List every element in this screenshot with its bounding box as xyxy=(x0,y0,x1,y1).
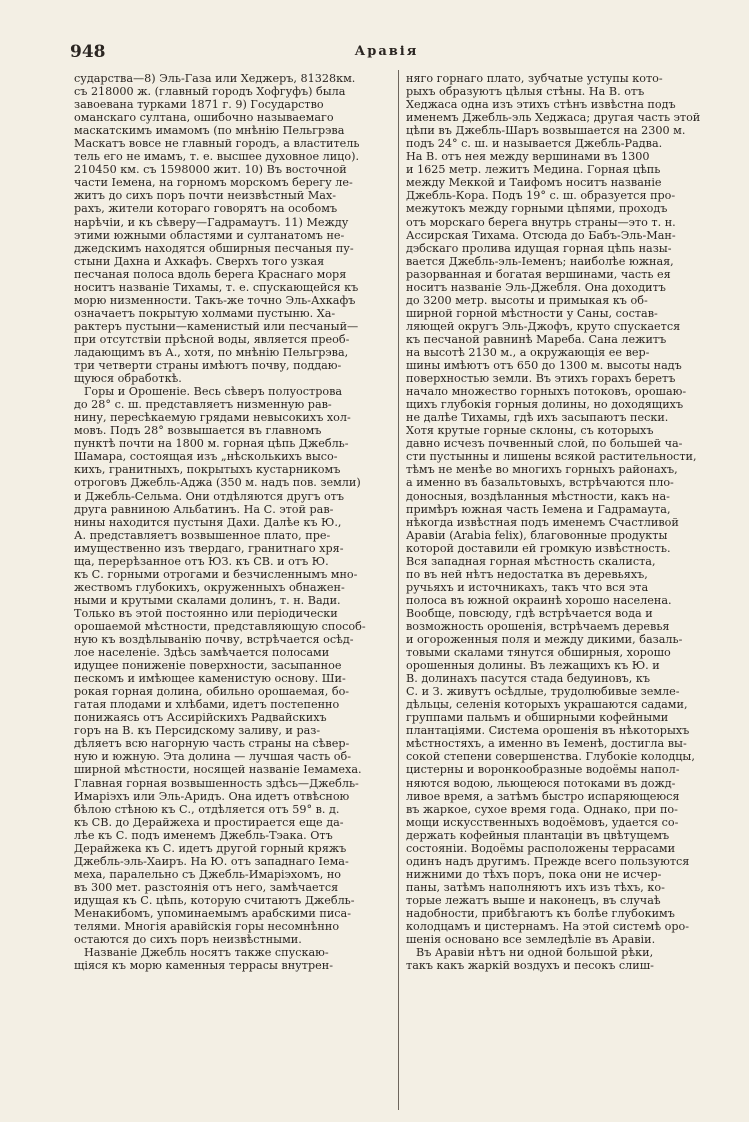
text-line: поверхностью земли. Въ этихъ горахъ беретъ xyxy=(406,372,676,386)
text-line: въ жаркое, сухое время года. Однако, при по- xyxy=(406,802,678,816)
text-line: сударства—8) Эль-Газа или Хеджеръ, 81328км. xyxy=(74,72,356,85)
text-line: ладающимъ въ А., хотя, по мнѣнію Пельгрэва, xyxy=(74,345,349,359)
text-line: рахъ, жители котораго говорятъ на особомъ xyxy=(74,202,338,216)
text-line: въ 300 мет. разстоянія отъ него, замѣчается xyxy=(74,880,339,894)
text-line: сокой степени совершенства. Глубокіе колодцы, xyxy=(406,750,695,764)
text-line: нарѣчіи, и къ сѣверу—Гадрамаутъ. 11) Между xyxy=(74,215,349,229)
text-line: именемъ Джебль-эль Хеджаса; другая часть этой xyxy=(406,111,701,125)
text-line: Хотя крутые горные склоны, съ которыхъ xyxy=(406,424,654,438)
text-line: состояніи. Водоёмы расположены террасами xyxy=(406,841,676,855)
text-line: имущественно изъ твердаго, гранитнаго хря- xyxy=(74,541,344,555)
text-line: три четверти страны имѣютъ почву, поддаю- xyxy=(74,359,342,373)
text-line: тѣмъ не менѣе во многихъ горныхъ районахъ, xyxy=(406,463,678,477)
text-line: давно исчезъ почвенный слой, по большей ча- xyxy=(406,437,683,451)
text-line: Вообще, повсюду, гдѣ встрѣчается вода и xyxy=(406,606,653,620)
text-line: Менакибомъ, упоминаемымъ арабскими писа- xyxy=(74,907,352,920)
text-line: Въ Аравіи нѣтъ ни одной большой рѣки, xyxy=(416,946,654,960)
text-line: няются водою, льющеюся потоками въ дожд- xyxy=(406,776,676,790)
text-line: А. представляетъ возвышенное плато, пре- xyxy=(74,528,331,542)
text-line: Аравіи (Arabia felix), благовонные продукты xyxy=(406,528,668,542)
text-line: при отсутствіи прѣсной воды, является преоб- xyxy=(74,332,350,346)
text-line: къ СВ. до Дерайжеха и простирается еще да- xyxy=(74,815,344,829)
text-line: Горы и Орошеніе. Весь сѣверъ полуострова xyxy=(84,385,343,399)
text-line: надобности, прибѣгаютъ къ болѣе глубокимъ xyxy=(406,907,675,920)
text-line: нину, пересѣкаемую грядами невысокихъ хол- xyxy=(74,411,351,425)
text-line: и 1625 метр. лежитъ Медина. Горная цѣпь xyxy=(406,163,661,177)
text-line: лѣе къ С. подъ именемъ Джебль-Тэака. Отъ xyxy=(74,828,333,842)
text-line: не далѣе Тихамы, гдѣ ихъ засыпаютъ пески. xyxy=(406,411,669,425)
text-line: между Меккой и Таифомъ носитъ названіе xyxy=(406,176,662,190)
text-line: ширной мѣстности, носящей названіе Іемамеха. xyxy=(74,763,362,777)
text-line: идущая къ С. цѣпь, которую считаютъ Джебль- xyxy=(74,893,355,907)
text-line: торые лежатъ выше и наконецъ, въ случаѣ xyxy=(406,893,661,907)
text-line: гатая плодами и хлѣбами, идетъ постепенно xyxy=(74,698,340,712)
text-line: носитъ названіе Тихамы, т. е. спускающейся къ xyxy=(74,280,359,294)
text-line: Хеджаса одна изъ этихъ стѣнъ извѣстна подъ xyxy=(406,98,676,112)
text-line: этими южными областями и султанатомъ не- xyxy=(74,228,345,242)
text-line: рокая горная долина, обильно орошаемая, бо- xyxy=(74,685,350,699)
text-line: дѣляетъ всю нагорную часть страны на сѣвер- xyxy=(74,737,350,751)
text-line: отъ морскаго берега внутрь страны—это т. н. xyxy=(406,215,676,229)
text-line: 210450 км. съ 1598000 жит. 10) Въ восточной xyxy=(74,163,347,177)
text-line: мовъ. Подъ 28° возвышается въ главномъ xyxy=(74,424,322,438)
text-line: С. и З. живутъ осѣдлые, трудолюбивые земле- xyxy=(406,685,680,699)
text-line: и огороженныя поля и между дикими, базаль- xyxy=(406,633,683,647)
text-line: оманскаго султана, ошибочно называемаго xyxy=(74,111,334,125)
text-line: ными и крутыми скалами долинъ, т. н. Вади. xyxy=(74,593,341,607)
text-line: ща, перерѣзанное отъ ЮЗ. къ СВ. и отъ Ю. xyxy=(74,554,329,568)
text-line: группами пальмъ и обширными кофейными xyxy=(406,711,669,725)
text-line: меха, паралельно съ Джебль-Имаріэхомъ, но xyxy=(74,867,342,881)
right-column xyxy=(406,72,706,1112)
text-line: орошенныя долины. Въ лежащихъ къ Ю. и xyxy=(406,659,660,673)
text-line: Имаріэхъ или Эль-Аридъ. Она идетъ отвѣсною xyxy=(74,789,350,803)
text-line: Ассирская Тихама. Отсюда до Бабъ-Эль-Ман- xyxy=(406,228,676,242)
text-line: паны, затѣмъ наполняютъ ихъ изъ тѣхъ, ко- xyxy=(406,880,665,894)
text-line: цѣпи въ Джебль-Шаръ возвышается на 2300 м. xyxy=(406,124,686,138)
text-line: Шамара, состоящая изъ „нѣсколькихъ высо- xyxy=(74,450,338,464)
text-line: ную къ воздѣлыванію почву, встрѣчается осѣд- xyxy=(74,633,354,647)
text-line: на высотѣ 2130 м., а окружающія ее вер- xyxy=(406,345,650,359)
text-line: ляющей округъ Эль-Джофъ, круто спускается xyxy=(406,319,681,333)
text-line: къ С. горными отрогами и безчисленнымъ мно- xyxy=(74,567,358,581)
text-line: житъ до сихъ поръ почти неизвѣстный Мах- xyxy=(74,189,337,203)
text-line: шины имѣютъ отъ 650 до 1300 м. высоты надъ xyxy=(406,359,682,373)
text-line: товыми скалами тянутся обширныя, хорошо xyxy=(406,646,671,660)
text-line: телями. Многія аравійскія горы несомнѣнно xyxy=(74,920,340,934)
text-line: лое населеніе. Здѣсь замѣчается полосами xyxy=(74,646,330,660)
text-line: Названіе Джебль носятъ также спускаю- xyxy=(84,946,329,960)
text-line: идущее пониженіе поверхности, засыпанное xyxy=(74,659,342,673)
text-line: одинъ надъ другимъ. Прежде всего пользуются xyxy=(406,854,690,868)
text-line: держать кофейныя плантаціи въ цвѣтущемъ xyxy=(406,828,670,842)
text-line: полоса въ южной окраинѣ хорошо населена. xyxy=(406,593,672,607)
running-title: Аравія xyxy=(354,44,419,59)
text-line: нины находится пустыня Дахи. Далѣе къ Ю., xyxy=(74,515,342,529)
text-line: носитъ названіе Эль-Джебля. Она доходитъ xyxy=(406,280,666,294)
text-line: нѣкогда извѣстная подъ именемъ Счастливой xyxy=(406,515,679,529)
text-line: мѣстностяхъ, а именно въ Іеменѣ, достигла вы- xyxy=(406,737,687,751)
text-line: джедскимъ находятся обширныя песчаныя пу- xyxy=(74,241,354,255)
text-line: которой доставили ей громкую извѣстность. xyxy=(406,541,671,555)
text-line: ширной горной мѣстности у Саны, состав- xyxy=(406,306,658,320)
text-line: друга равниною Альбатинъ. На С. этой рав- xyxy=(74,502,334,516)
text-line: Вся западная горная мѣстность скалиста, xyxy=(406,554,656,568)
text-line: кихъ, гранитныхъ, покрытыхъ кустарникомъ xyxy=(74,463,341,477)
text-line: морю низменности. Такъ-же точно Эль-Ахкафъ xyxy=(74,293,356,307)
text-line: маскатскимъ имамомъ (по мнѣнію Пельгрэва xyxy=(74,124,345,138)
text-line: нижними до тѣхъ поръ, пока они не исчер- xyxy=(406,867,662,881)
text-line: няго горнаго плато, зубчатые уступы кото- xyxy=(406,72,663,85)
text-line: остаются до сихъ поръ неизвѣстными. xyxy=(74,933,302,947)
text-line: ную и южную. Эта долина — лучшая часть об- xyxy=(74,750,352,764)
text-line: отроговъ Джебль-Аджа (350 м. надъ пов. земли) xyxy=(74,476,361,490)
text-line: подъ 24° с. ш. и называется Джебль-Радва. xyxy=(406,137,663,151)
left-column xyxy=(74,72,384,1112)
text-line: межутокъ между горными цѣпями, проходъ xyxy=(406,202,668,216)
text-line: орошаемой мѣстности, представляющую способ- xyxy=(74,619,366,633)
text-line: до 28° с. ш. представляетъ низменную рав- xyxy=(74,398,332,412)
text-line: Джебль-эль-Хаиръ. На Ю. отъ западнаго Іема- xyxy=(74,854,349,868)
page-header xyxy=(70,42,703,66)
text-line: до 3200 метр. высоты и примыкая къ об- xyxy=(406,293,648,307)
text-line: песчаная полоса вдоль берега Краснаго моря xyxy=(74,267,347,281)
text-line: понижаясь отъ Ассирійскихъ Радвайскихъ xyxy=(74,711,327,725)
text-line: мощи искусственныхъ водоёмовъ, удается со- xyxy=(406,815,679,829)
text-line: щіяся къ морю каменныя террасы внутрен- xyxy=(74,959,333,973)
text-line: къ песчаной равнинѣ Мареба. Сана лежитъ xyxy=(406,332,667,346)
text-line: В. долинахъ пасутся стада бедуиновъ, къ xyxy=(406,672,651,686)
text-line: дэбскаго пролива идущая горная цѣпь назы- xyxy=(406,241,672,255)
text-line: Только въ этой постоянно или періодически xyxy=(74,606,338,620)
text-line: разорванная и богатая вершинами, часть ея xyxy=(406,267,671,281)
text-line: стыни Дахна и Ахкафъ. Сверхъ того узкая xyxy=(74,254,325,268)
text-line: горъ на В. къ Персидскому заливу, и раз- xyxy=(74,724,321,738)
text-line: шенія основано все земледѣліе въ Аравіи. xyxy=(406,933,656,947)
text-line: вается Джебль-эль-Іеменъ; наиболѣе южная, xyxy=(406,254,674,268)
text-line: щихъ глубокія горныя долины, но доходящихъ xyxy=(406,398,684,412)
text-line: возможность орошенія, встрѣчаемъ деревья xyxy=(406,619,670,633)
text-line: жествомъ глубокихъ, окруженныхъ обнажен- xyxy=(74,580,345,594)
text-line: начало множество горныхъ потоковъ, орошаю- xyxy=(406,385,687,399)
text-line: На В. отъ нея между вершинами въ 1300 xyxy=(406,150,650,164)
text-line: завоевана турками 1871 г. 9) Государство xyxy=(74,98,324,112)
text-line: дѣльцы, селенія которыхъ украшаются садами, xyxy=(406,698,688,712)
text-line: съ 218000 ж. (главный городъ Хофгуфъ) была xyxy=(74,85,346,99)
text-line: ручьяхъ и источникахъ, такъ что вся эта xyxy=(406,580,649,594)
text-line: рактеръ пустыни—каменистый или песчаный— xyxy=(74,319,359,333)
text-line: Маскатъ вовсе не главный городъ, а властитель xyxy=(74,137,360,151)
text-line: бѣлою стѣною къ С., отдѣляется отъ 59° в. д. xyxy=(74,802,340,816)
text-line: примѣръ южная часть Іемена и Гадрамаута, xyxy=(406,502,671,516)
text-line: тель его не имамъ, т. е. высшее духовное лицо). xyxy=(74,150,360,164)
text-line: Дерайжека къ С. идетъ другой горный кряжъ xyxy=(74,841,347,855)
text-line: и Джебль-Сельма. Они отдѣляются другъ отъ xyxy=(74,489,344,503)
text-line: ливое время, а затѣмъ быстро испаряющеюся xyxy=(406,789,680,803)
text-line: означаетъ покрытую холмами пустыню. Ха- xyxy=(74,306,336,320)
text-line: пунктѣ почти на 1800 м. горная цѣпь Джебль- xyxy=(74,437,349,451)
text-line: колодцамъ и цистернамъ. На этой системѣ оро- xyxy=(406,920,690,934)
column-divider xyxy=(398,70,399,1110)
text-line: а именно въ базальтовыхъ, встрѣчаются пло- xyxy=(406,476,674,490)
text-line: такъ какъ жаркій воздухъ и песокъ слиш- xyxy=(406,959,654,973)
text-line: доносныя, воздѣланныя мѣстности, какъ на- xyxy=(406,489,670,503)
text-line: щуюся обработкѣ. xyxy=(74,372,182,386)
text-line: по въ ней нѣтъ недостатка въ деревьяхъ, xyxy=(406,567,648,581)
text-line: сти пустынны и лишены всякой растительности, xyxy=(406,450,697,464)
text-line: части Іемена, на горномъ морскомъ берегу ле- xyxy=(74,176,353,190)
text-line: пескомъ и имѣющее каменистую основу. Ши- xyxy=(74,672,346,686)
text-line: Джебль-Кора. Подъ 19° с. ш. образуется про- xyxy=(406,189,676,203)
text-line: рыхъ образуютъ цѣлыя стѣны. На В. отъ xyxy=(406,85,645,99)
page-number: 948 xyxy=(70,42,106,62)
text-line: плантаціями. Система орошенія въ нѣкоторыхъ xyxy=(406,724,690,738)
text-line: Главная горная возвышенность здѣсь—Джебль- xyxy=(74,776,359,790)
text-line: цистерны и воронкообразные водоёмы напол- xyxy=(406,763,680,777)
